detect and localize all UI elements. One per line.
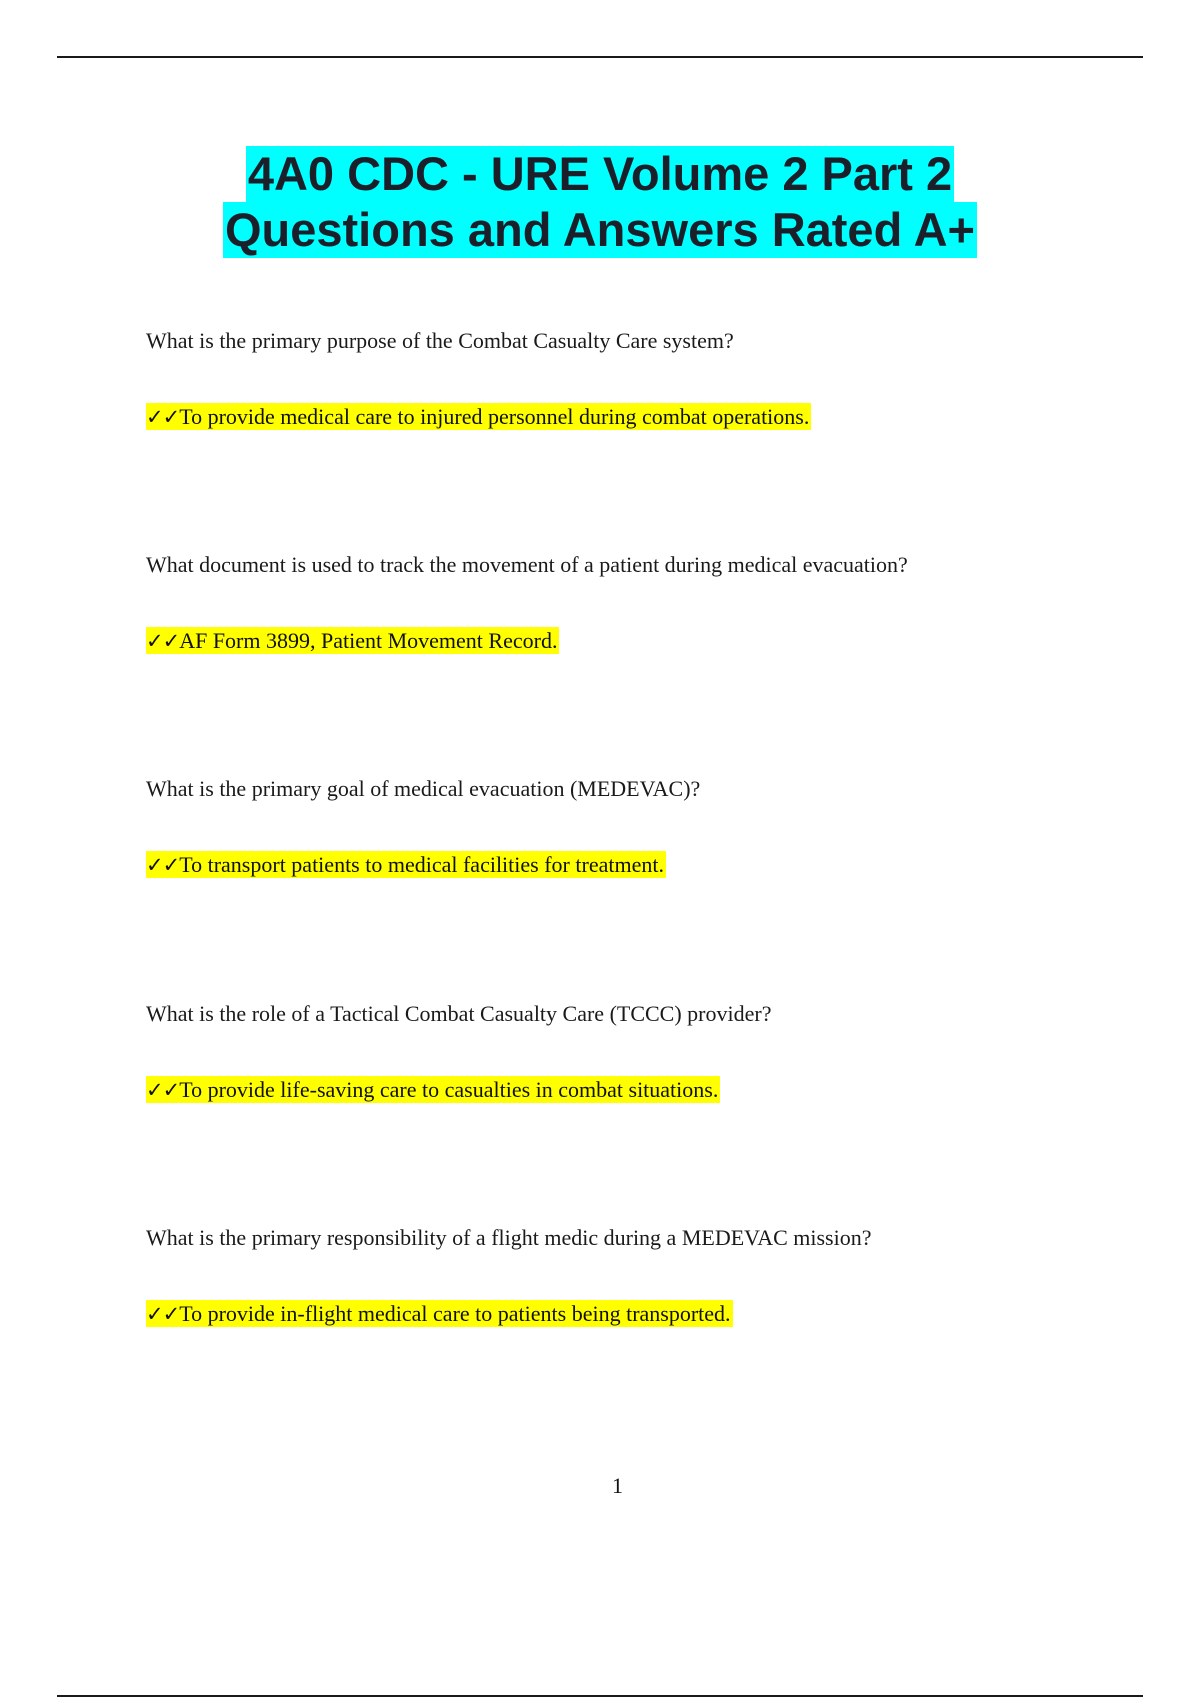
title-line-2: Questions and Answers Rated A+ — [224, 203, 975, 256]
answer-label: To provide in-flight medical care to patients being transported. — [179, 1301, 731, 1326]
question-text: What is the primary goal of medical evacuation (MEDEVAC)? — [146, 776, 701, 801]
question-text: What is the primary responsibility of a flight medic during a MEDEVAC mission? — [146, 1225, 872, 1250]
answer-text — [146, 403, 811, 431]
answer-label: AF Form 3899, Patient Movement Record. — [179, 628, 558, 653]
answer-text — [146, 851, 666, 879]
footer-rule — [57, 1695, 1143, 1697]
qa-item-5 — [146, 1224, 1046, 1326]
answer-text — [146, 1076, 720, 1104]
answer-highlight — [146, 1300, 733, 1327]
check-icon: ✓✓ — [146, 1302, 180, 1326]
answer-text — [146, 1300, 733, 1328]
qa-item-4 — [146, 1000, 1046, 1102]
answer-highlight — [146, 851, 666, 878]
answer-text — [146, 627, 559, 655]
title-line-1: 4A0 CDC - URE Volume 2 Part 2 — [247, 147, 953, 200]
check-icon: ✓✓ — [146, 629, 180, 653]
answer-highlight — [146, 1076, 720, 1103]
question-text: What document is used to track the movement of a patient during medical evacuation? — [146, 552, 908, 577]
answer-label: To transport patients to medical facilities for treatment. — [179, 852, 664, 877]
qa-item-1 — [146, 327, 1046, 429]
answer-highlight — [146, 403, 811, 430]
document-title — [0, 146, 1200, 258]
answer-label: To provide life-saving care to casualties in combat situations. — [179, 1077, 719, 1102]
check-icon: ✓✓ — [146, 1078, 180, 1102]
check-icon: ✓✓ — [146, 405, 180, 429]
answer-highlight — [146, 627, 559, 654]
qa-item-3 — [146, 775, 1046, 877]
page-number: 1 — [612, 1473, 623, 1498]
answer-label: To provide medical care to injured personnel during combat operations. — [179, 404, 810, 429]
question-text: What is the primary purpose of the Combat Casualty Care system? — [146, 328, 734, 353]
header-rule — [57, 56, 1143, 58]
check-icon: ✓✓ — [146, 853, 180, 877]
qa-item-2 — [146, 551, 1046, 653]
question-text: What is the role of a Tactical Combat Casualty Care (TCCC) provider? — [146, 1001, 772, 1026]
